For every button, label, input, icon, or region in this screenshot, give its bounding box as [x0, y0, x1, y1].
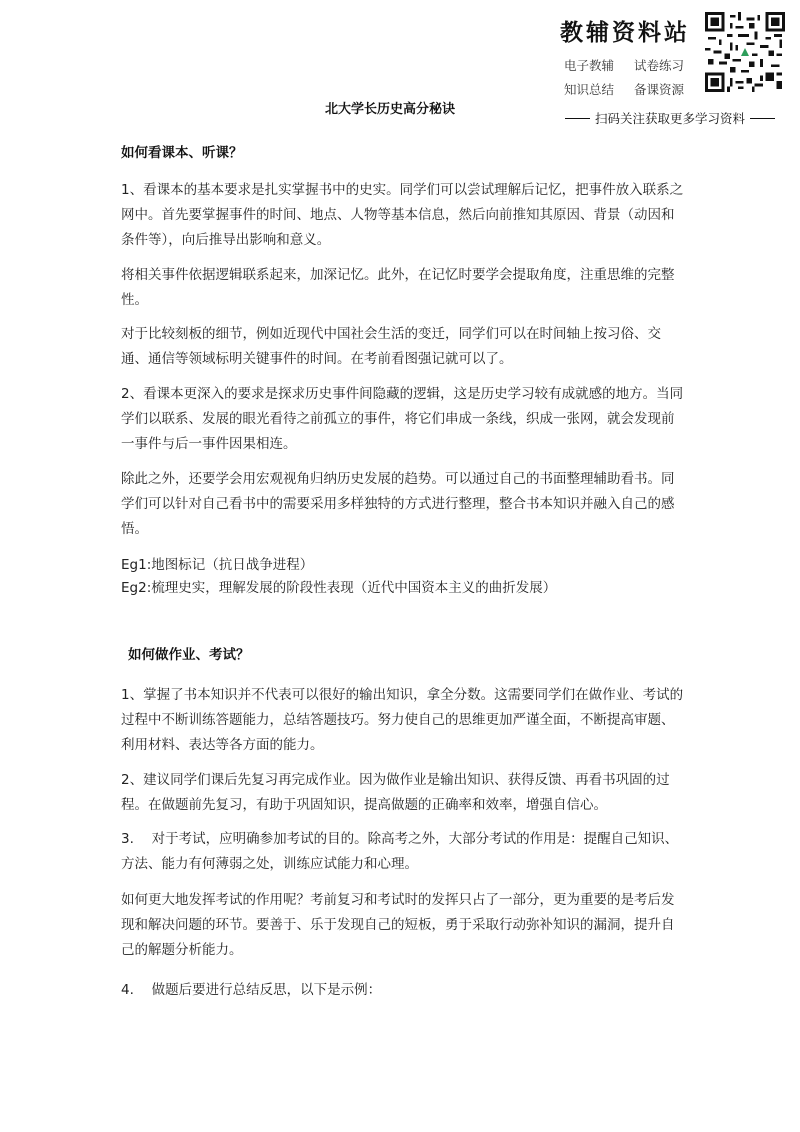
divider: [750, 118, 775, 119]
page-title: 北大学长历史高分秘诀: [324, 102, 455, 117]
paragraph: 4. 做题后要进行总结反思，以下是示例：: [121, 982, 382, 998]
paragraph: 1、看课本的基本要求是扎实掌握书中的史实。同学们可以尝试理解后记忆，把事件放入联系之网中。首先要掌握事件的时间、地点、人物等基本信息，然后向前推知其原因、背景（动因和条件等），向后推导出影响和意义。: [121, 182, 684, 248]
example-item: Eg1:地图标记（抗日战争进程）: [121, 557, 314, 573]
paragraph: 对于比较刻板的细节，例如近现代中国社会生活的变迁，同学们可以在时间轴上按习俗、交通、通信等领域标明关键事件的时间。在考前看图强记就可以了。: [121, 326, 661, 367]
brand-name: 教辅资料站: [560, 20, 690, 46]
paragraph: 将相关事件依据逻辑联系起来，加深记忆。此外，在记忆时要学会提取角度，注重思维的完整性。: [121, 267, 675, 308]
paragraph: 1、掌握了书本知识并不代表可以很好的输出知识，拿全分数。这需要同学们在做作业、考试的过程中不断训练答题能力，总结答题技巧。努力使自己的思维更加严谨全面，不断提高审题、利用材料、表达等各方面的能力。: [121, 687, 684, 753]
scan-caption: [560, 109, 780, 127]
paragraph: 2、建议同学们课后先复习再完成作业。因为做作业是输出知识、获得反馈、再看书巩固的过程。在做题前先复习，有助于巩固知识，提高做题的正确率和效率，增强自信心。: [121, 772, 670, 813]
brand-tag: 试卷练习: [634, 58, 685, 73]
paragraph: 除此之外，还要学会用宏观视角归纳历史发展的趋势。可以通过自己的书面整理辅助看书。同学们可以针对自己看书中的需要采用多样独特的方式进行整理，整合书本知识并融入自己的感悟。: [121, 471, 675, 537]
section-heading: 如何做作业、考试？: [128, 647, 250, 663]
brand-tags: [564, 56, 704, 98]
brand-tag: 备课资源: [634, 82, 685, 97]
scan-text: 扫码关注获取更多学习资料: [594, 111, 745, 126]
brand-tag: 电子教辅: [564, 58, 615, 73]
section-heading: 如何看课本、听课？: [121, 145, 243, 161]
divider: [565, 118, 590, 119]
paragraph: 2、看课本更深入的要求是探求历史事件间隐藏的逻辑，这是历史学习较有成就感的地方。当同学们以联系、发展的眼光看待之前孤立的事件，将它们串成一条线，织成一张网，就会发现前一事件与后一事件因果相连。: [121, 386, 684, 452]
example-item: Eg2:梳理史实，理解发展的阶段性表现（近代中国资本主义的曲折发展）: [121, 580, 557, 596]
brand-tag: 知识总结: [564, 82, 615, 97]
paragraph: 3. 对于考试，应明确参加考试的目的。除高考之外，大部分考试的作用是：提醒自己知识、方法、能力有何薄弱之处，训练应试能力和心理。: [121, 831, 679, 872]
paragraph: 如何更大地发挥考试的作用呢？考前复习和考试时的发挥只占了一部分，更为重要的是考后发现和解决问题的环节。要善于、乐于发现自己的短板，勇于采取行动弥补知识的漏洞，提升自己的解题分析能力。: [121, 892, 675, 958]
qr-code-icon: [705, 12, 785, 92]
